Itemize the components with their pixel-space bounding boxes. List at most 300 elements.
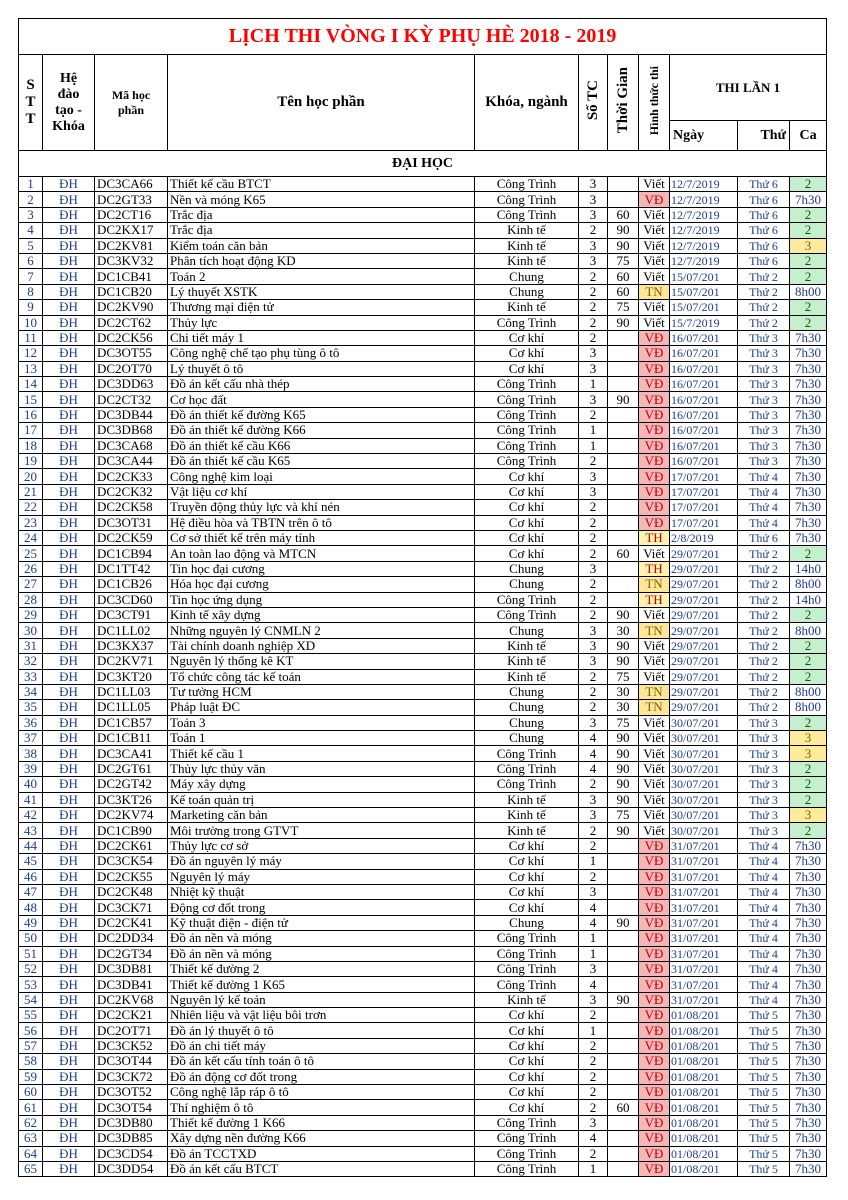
hinh-thuc-cell: Viết (639, 315, 670, 330)
thu-cell: Thứ 2 (738, 592, 790, 607)
ngay-cell: 31/07/201 (670, 838, 738, 853)
stt-cell: 24 (19, 530, 43, 545)
so-tc-cell: 2 (579, 284, 608, 299)
table-row (19, 992, 827, 1007)
he-cell: ĐH (43, 300, 95, 315)
ten-hoc-phan-cell: Kiểm toán căn bản (168, 238, 475, 253)
ca-cell: 3 (790, 238, 827, 253)
stt-cell: 27 (19, 577, 43, 592)
ca-cell: 7h30 (790, 192, 827, 207)
table-row (19, 607, 827, 622)
ca-cell: 7h30 (790, 1162, 827, 1177)
ma-hoc-phan-cell: DC3OT44 (95, 1054, 168, 1069)
hinh-thuc-cell: TN (639, 577, 670, 592)
stt-cell: 3 (19, 207, 43, 222)
stt-cell: 23 (19, 515, 43, 530)
khoa-nganh-cell: Kinh tế (475, 823, 579, 838)
stt-cell: 57 (19, 1038, 43, 1053)
ma-hoc-phan-cell: DC3DB85 (95, 1131, 168, 1146)
ngay-cell: 16/07/201 (670, 407, 738, 422)
thoi-gian-cell: 90 (608, 992, 639, 1007)
stt-cell: 52 (19, 961, 43, 976)
thu-cell: Thứ 2 (738, 684, 790, 699)
khoa-nganh-cell: Kinh tế (475, 992, 579, 1007)
thu-cell: Thứ 4 (738, 900, 790, 915)
ngay-cell: 17/07/201 (670, 500, 738, 515)
hinh-thuc-cell: TN (639, 700, 670, 715)
khoa-nganh-cell: Kinh tế (475, 654, 579, 669)
khoa-nganh-cell: Chung (475, 577, 579, 592)
so-tc-cell: 2 (579, 684, 608, 699)
ma-hoc-phan-cell: DC2DD34 (95, 931, 168, 946)
thoi-gian-cell: 60 (608, 284, 639, 299)
ca-cell: 2 (790, 300, 827, 315)
ma-hoc-phan-cell: DC2CK58 (95, 500, 168, 515)
table-row (19, 961, 827, 976)
ten-hoc-phan-cell: Công nghệ chế tạo phụ tùng ô tô (168, 346, 475, 361)
thoi-gian-cell: 30 (608, 684, 639, 699)
thoi-gian-cell: 75 (608, 253, 639, 268)
ma-hoc-phan-cell: DC3KX37 (95, 638, 168, 653)
so-tc-cell: 1 (579, 931, 608, 946)
he-cell: ĐH (43, 177, 95, 192)
stt-cell: 29 (19, 607, 43, 622)
he-cell: ĐH (43, 623, 95, 638)
ca-cell: 7h30 (790, 1131, 827, 1146)
ma-hoc-phan-cell: DC3CK52 (95, 1038, 168, 1053)
stt-cell: 44 (19, 838, 43, 853)
so-tc-cell: 2 (579, 500, 608, 515)
ten-hoc-phan-cell: Đồ án kết cấu tính toán ô tô (168, 1054, 475, 1069)
table-row (19, 1131, 827, 1146)
khoa-nganh-cell: Cơ khí (475, 1069, 579, 1084)
hinh-thuc-cell: Viết (639, 223, 670, 238)
table-row (19, 223, 827, 238)
ca-cell: 7h30 (790, 854, 827, 869)
ca-cell: 7h30 (790, 838, 827, 853)
khoa-nganh-cell: Cơ khí (475, 1023, 579, 1038)
ca-cell: 2 (790, 761, 827, 776)
ten-hoc-phan-cell: Phân tích hoạt động KD (168, 253, 475, 268)
ma-hoc-phan-cell: DC3CD60 (95, 592, 168, 607)
hinh-thuc-cell: VĐ (639, 1100, 670, 1115)
hinh-thuc-cell: Viết (639, 823, 670, 838)
ngay-cell: 30/07/201 (670, 777, 738, 792)
table-row (19, 315, 827, 330)
ten-hoc-phan-cell: Trắc địa (168, 223, 475, 238)
ca-cell: 2 (790, 607, 827, 622)
khoa-nganh-cell: Chung (475, 715, 579, 730)
page-title: LỊCH THI VÒNG I KỲ PHỤ HÈ 2018 - 2019 (19, 19, 827, 55)
ten-hoc-phan-cell: Thương mại điện tử (168, 300, 475, 315)
khoa-nganh-cell: Công Trình (475, 1162, 579, 1177)
ten-hoc-phan-cell: Tin học ứng dụng (168, 592, 475, 607)
ten-hoc-phan-cell: Đồ án thiết kế đường K66 (168, 423, 475, 438)
thoi-gian-cell: 30 (608, 700, 639, 715)
ten-hoc-phan-cell: Đồ án chi tiết máy (168, 1038, 475, 1053)
thu-cell: Thứ 3 (738, 377, 790, 392)
ten-hoc-phan-cell: Nền và móng K65 (168, 192, 475, 207)
thu-cell: Thứ 3 (738, 392, 790, 407)
ma-hoc-phan-cell: DC3DB80 (95, 1115, 168, 1130)
ma-hoc-phan-cell: DC2KX17 (95, 223, 168, 238)
khoa-nganh-cell: Công Trình (475, 777, 579, 792)
ca-cell: 7h30 (790, 961, 827, 976)
hinh-thuc-cell: TN (639, 684, 670, 699)
khoa-nganh-cell: Chung (475, 684, 579, 699)
stt-cell: 51 (19, 946, 43, 961)
he-cell: ĐH (43, 269, 95, 284)
ma-hoc-phan-cell: DC1CB57 (95, 715, 168, 730)
khoa-nganh-cell: Công Trình (475, 1115, 579, 1130)
he-cell: ĐH (43, 700, 95, 715)
ten-hoc-phan-cell: Nguyên lý thống kê KT (168, 654, 475, 669)
header-stt: S T T (19, 55, 43, 151)
he-cell: ĐH (43, 961, 95, 976)
ngay-cell: 31/07/201 (670, 915, 738, 930)
ca-cell: 7h30 (790, 515, 827, 530)
ca-cell: 7h30 (790, 1054, 827, 1069)
hinh-thuc-cell: TH (639, 530, 670, 545)
so-tc-cell: 2 (579, 454, 608, 469)
ma-hoc-phan-cell: DC3DB81 (95, 961, 168, 976)
ma-hoc-phan-cell: DC3OT52 (95, 1085, 168, 1100)
hinh-thuc-cell: VĐ (639, 469, 670, 484)
stt-cell: 4 (19, 223, 43, 238)
he-cell: ĐH (43, 761, 95, 776)
ma-hoc-phan-cell: DC3DD54 (95, 1162, 168, 1177)
ten-hoc-phan-cell: Đồ án kết cấu nhà thép (168, 377, 475, 392)
so-tc-cell: 2 (579, 700, 608, 715)
so-tc-cell: 2 (579, 1085, 608, 1100)
thoi-gian-cell: 90 (608, 607, 639, 622)
ca-cell: 7h30 (790, 1023, 827, 1038)
thu-cell: Thứ 5 (738, 1162, 790, 1177)
hinh-thuc-cell: VĐ (639, 884, 670, 899)
he-cell: ĐH (43, 238, 95, 253)
ma-hoc-phan-cell: DC3CA68 (95, 438, 168, 453)
thoi-gian-cell (608, 530, 639, 545)
so-tc-cell: 2 (579, 592, 608, 607)
ten-hoc-phan-cell: Marketing căn bản (168, 808, 475, 823)
hinh-thuc-cell: VĐ (639, 500, 670, 515)
ca-cell: 7h30 (790, 1085, 827, 1100)
thu-cell: Thứ 6 (738, 530, 790, 545)
thoi-gian-cell (608, 884, 639, 899)
ngay-cell: 15/07/201 (670, 284, 738, 299)
hinh-thuc-cell: Viết (639, 731, 670, 746)
hinh-thuc-cell: Viết (639, 808, 670, 823)
ten-hoc-phan-cell: Kế toán quản trị (168, 792, 475, 807)
ten-hoc-phan-cell: Tổ chức công tác kế toán (168, 669, 475, 684)
so-tc-cell: 3 (579, 192, 608, 207)
he-cell: ĐH (43, 284, 95, 299)
khoa-nganh-cell: Cơ khí (475, 500, 579, 515)
stt-cell: 16 (19, 407, 43, 422)
ca-cell: 7h30 (790, 377, 827, 392)
so-tc-cell: 4 (579, 977, 608, 992)
thoi-gian-cell: 75 (608, 715, 639, 730)
thu-cell: Thứ 5 (738, 1023, 790, 1038)
so-tc-cell: 2 (579, 1146, 608, 1161)
ngay-cell: 29/07/201 (670, 669, 738, 684)
thu-cell: Thứ 2 (738, 284, 790, 299)
ngay-cell: 01/08/201 (670, 1100, 738, 1115)
ma-hoc-phan-cell: DC2CK21 (95, 1008, 168, 1023)
ma-hoc-phan-cell: DC3KT26 (95, 792, 168, 807)
ca-cell: 8h00 (790, 284, 827, 299)
stt-cell: 14 (19, 377, 43, 392)
he-cell: ĐH (43, 469, 95, 484)
ma-hoc-phan-cell: DC3OT31 (95, 515, 168, 530)
ca-cell: 2 (790, 823, 827, 838)
he-cell: ĐH (43, 392, 95, 407)
header-he-dao-tao: Hệ đào tạo - Khóa (43, 55, 95, 151)
hinh-thuc-cell: Viết (639, 300, 670, 315)
ca-cell: 2 (790, 669, 827, 684)
table-row (19, 253, 827, 268)
ma-hoc-phan-cell: DC2CK59 (95, 530, 168, 545)
thoi-gian-cell (608, 1069, 639, 1084)
stt-cell: 61 (19, 1100, 43, 1115)
ma-hoc-phan-cell: DC2KV74 (95, 808, 168, 823)
he-cell: ĐH (43, 1131, 95, 1146)
exam-schedule-table (18, 18, 827, 1177)
ca-cell: 2 (790, 654, 827, 669)
ma-hoc-phan-cell: DC3DD63 (95, 377, 168, 392)
so-tc-cell: 2 (579, 269, 608, 284)
hinh-thuc-cell: VĐ (639, 392, 670, 407)
table-row (19, 777, 827, 792)
so-tc-cell: 3 (579, 961, 608, 976)
he-cell: ĐH (43, 900, 95, 915)
thu-cell: Thứ 2 (738, 269, 790, 284)
table-row (19, 808, 827, 823)
thoi-gian-cell: 75 (608, 808, 639, 823)
stt-cell: 45 (19, 854, 43, 869)
ten-hoc-phan-cell: Thủy lực thủy văn (168, 761, 475, 776)
hinh-thuc-cell: TN (639, 284, 670, 299)
he-cell: ĐH (43, 546, 95, 561)
khoa-nganh-cell: Kinh tế (475, 300, 579, 315)
ma-hoc-phan-cell: DC2KV71 (95, 654, 168, 669)
stt-cell: 36 (19, 715, 43, 730)
table-row (19, 1069, 827, 1084)
ma-hoc-phan-cell: DC1CB26 (95, 577, 168, 592)
so-tc-cell: 1 (579, 438, 608, 453)
so-tc-cell: 4 (579, 1131, 608, 1146)
table-row (19, 1146, 827, 1161)
thoi-gian-cell: 90 (608, 392, 639, 407)
stt-cell: 34 (19, 684, 43, 699)
stt-cell: 55 (19, 1008, 43, 1023)
hinh-thuc-cell: Viết (639, 638, 670, 653)
ten-hoc-phan-cell: Kinh tế xây dựng (168, 607, 475, 622)
table-row (19, 454, 827, 469)
ngay-cell: 31/07/201 (670, 931, 738, 946)
so-tc-cell: 2 (579, 777, 608, 792)
he-cell: ĐH (43, 577, 95, 592)
ngay-cell: 12/7/2019 (670, 253, 738, 268)
table-row (19, 654, 827, 669)
thu-cell: Thứ 2 (738, 654, 790, 669)
stt-cell: 37 (19, 731, 43, 746)
so-tc-cell: 3 (579, 561, 608, 576)
so-tc-cell: 2 (579, 330, 608, 345)
ngay-cell: 15/7/2019 (670, 315, 738, 330)
ten-hoc-phan-cell: Toán 1 (168, 731, 475, 746)
thoi-gian-cell (608, 592, 639, 607)
ca-cell: 8h00 (790, 577, 827, 592)
stt-cell: 18 (19, 438, 43, 453)
so-tc-cell: 1 (579, 946, 608, 961)
hinh-thuc-cell: VĐ (639, 1069, 670, 1084)
he-cell: ĐH (43, 207, 95, 222)
ca-cell: 7h30 (790, 330, 827, 345)
thu-cell: Thứ 4 (738, 992, 790, 1007)
ca-cell: 3 (790, 808, 827, 823)
he-cell: ĐH (43, 330, 95, 345)
stt-cell: 46 (19, 869, 43, 884)
khoa-nganh-cell: Cơ khí (475, 854, 579, 869)
hinh-thuc-cell: Viết (639, 238, 670, 253)
so-tc-cell: 2 (579, 823, 608, 838)
khoa-nganh-cell: Cơ khí (475, 330, 579, 345)
stt-cell: 21 (19, 484, 43, 499)
hinh-thuc-cell: VĐ (639, 423, 670, 438)
ten-hoc-phan-cell: An toàn lao động và MTCN (168, 546, 475, 561)
ten-hoc-phan-cell: Đồ án nền và móng (168, 946, 475, 961)
ca-cell: 3 (790, 731, 827, 746)
ca-cell: 7h30 (790, 1100, 827, 1115)
he-cell: ĐH (43, 1054, 95, 1069)
ten-hoc-phan-cell: Đồ án kết cấu BTCT (168, 1162, 475, 1177)
ma-hoc-phan-cell: DC2CK32 (95, 484, 168, 499)
ngay-cell: 29/07/201 (670, 561, 738, 576)
ngay-cell: 31/07/201 (670, 854, 738, 869)
ngay-cell: 29/07/201 (670, 546, 738, 561)
so-tc-cell: 3 (579, 177, 608, 192)
hinh-thuc-cell: VĐ (639, 1054, 670, 1069)
table-row (19, 900, 827, 915)
thoi-gian-cell: 60 (608, 1100, 639, 1115)
stt-cell: 60 (19, 1085, 43, 1100)
he-cell: ĐH (43, 454, 95, 469)
khoa-nganh-cell: Cơ khí (475, 530, 579, 545)
ngay-cell: 16/07/201 (670, 438, 738, 453)
thu-cell: Thứ 6 (738, 192, 790, 207)
khoa-nganh-cell: Công Trình (475, 1146, 579, 1161)
ten-hoc-phan-cell: Cơ học đất (168, 392, 475, 407)
ca-cell: 7h30 (790, 423, 827, 438)
ma-hoc-phan-cell: DC1CB94 (95, 546, 168, 561)
hinh-thuc-cell: TN (639, 623, 670, 638)
ten-hoc-phan-cell: Thiết kế đường 2 (168, 961, 475, 976)
hinh-thuc-cell: VĐ (639, 869, 670, 884)
thu-cell: Thứ 6 (738, 177, 790, 192)
ngay-cell: 16/07/201 (670, 330, 738, 345)
hinh-thuc-cell: Viết (639, 777, 670, 792)
he-cell: ĐH (43, 731, 95, 746)
ma-hoc-phan-cell: DC3CK72 (95, 1069, 168, 1084)
header-ma-hoc-phan: Mã học phần (95, 55, 168, 151)
ca-cell: 2 (790, 638, 827, 653)
hinh-thuc-cell: VĐ (639, 454, 670, 469)
ca-cell: 2 (790, 207, 827, 222)
he-cell: ĐH (43, 992, 95, 1007)
stt-cell: 40 (19, 777, 43, 792)
ma-hoc-phan-cell: DC3DB41 (95, 977, 168, 992)
ngay-cell: 15/07/201 (670, 269, 738, 284)
stt-cell: 1 (19, 177, 43, 192)
table-row (19, 684, 827, 699)
ma-hoc-phan-cell: DC2KV90 (95, 300, 168, 315)
thoi-gian-cell (608, 1115, 639, 1130)
stt-cell: 43 (19, 823, 43, 838)
thoi-gian-cell (608, 330, 639, 345)
khoa-nganh-cell: Kinh tế (475, 669, 579, 684)
stt-cell: 10 (19, 315, 43, 330)
ma-hoc-phan-cell: DC2CK48 (95, 884, 168, 899)
ngay-cell: 2/8/2019 (670, 530, 738, 545)
ten-hoc-phan-cell: Pháp luật ĐC (168, 700, 475, 715)
ngay-cell: 12/7/2019 (670, 207, 738, 222)
so-tc-cell: 2 (579, 546, 608, 561)
ngay-cell: 29/07/201 (670, 623, 738, 638)
ten-hoc-phan-cell: Cơ sở thiết kế trên máy tính (168, 530, 475, 545)
ca-cell: 2 (790, 177, 827, 192)
ten-hoc-phan-cell: Vật liệu cơ khí (168, 484, 475, 499)
stt-cell: 31 (19, 638, 43, 653)
table-row (19, 530, 827, 545)
ca-cell: 2 (790, 546, 827, 561)
thoi-gian-cell (608, 977, 639, 992)
he-cell: ĐH (43, 592, 95, 607)
table-row (19, 838, 827, 853)
khoa-nganh-cell: Công Trình (475, 315, 579, 330)
he-cell: ĐH (43, 407, 95, 422)
stt-cell: 65 (19, 1162, 43, 1177)
so-tc-cell: 2 (579, 1100, 608, 1115)
table-row (19, 500, 827, 515)
khoa-nganh-cell: Công Trình (475, 977, 579, 992)
ma-hoc-phan-cell: DC1LL02 (95, 623, 168, 638)
ngay-cell: 01/08/201 (670, 1008, 738, 1023)
stt-cell: 33 (19, 669, 43, 684)
ma-hoc-phan-cell: DC1CB11 (95, 731, 168, 746)
he-cell: ĐH (43, 684, 95, 699)
ma-hoc-phan-cell: DC3CA44 (95, 454, 168, 469)
khoa-nganh-cell: Công Trình (475, 1131, 579, 1146)
ca-cell: 7h30 (790, 469, 827, 484)
khoa-nganh-cell: Cơ khí (475, 900, 579, 915)
table-row (19, 423, 827, 438)
khoa-nganh-cell: Công Trình (475, 377, 579, 392)
hinh-thuc-cell: VĐ (639, 515, 670, 530)
table-row (19, 561, 827, 576)
stt-cell: 41 (19, 792, 43, 807)
thoi-gian-cell: 90 (608, 746, 639, 761)
hinh-thuc-cell: Viết (639, 654, 670, 669)
khoa-nganh-cell: Cơ khí (475, 1100, 579, 1115)
khoa-nganh-cell: Cơ khí (475, 869, 579, 884)
ten-hoc-phan-cell: Xây dựng nền đường K66 (168, 1131, 475, 1146)
ngay-cell: 01/08/201 (670, 1131, 738, 1146)
he-cell: ĐH (43, 1146, 95, 1161)
thoi-gian-cell (608, 1054, 639, 1069)
ca-cell: 7h30 (790, 407, 827, 422)
thu-cell: Thứ 2 (738, 623, 790, 638)
